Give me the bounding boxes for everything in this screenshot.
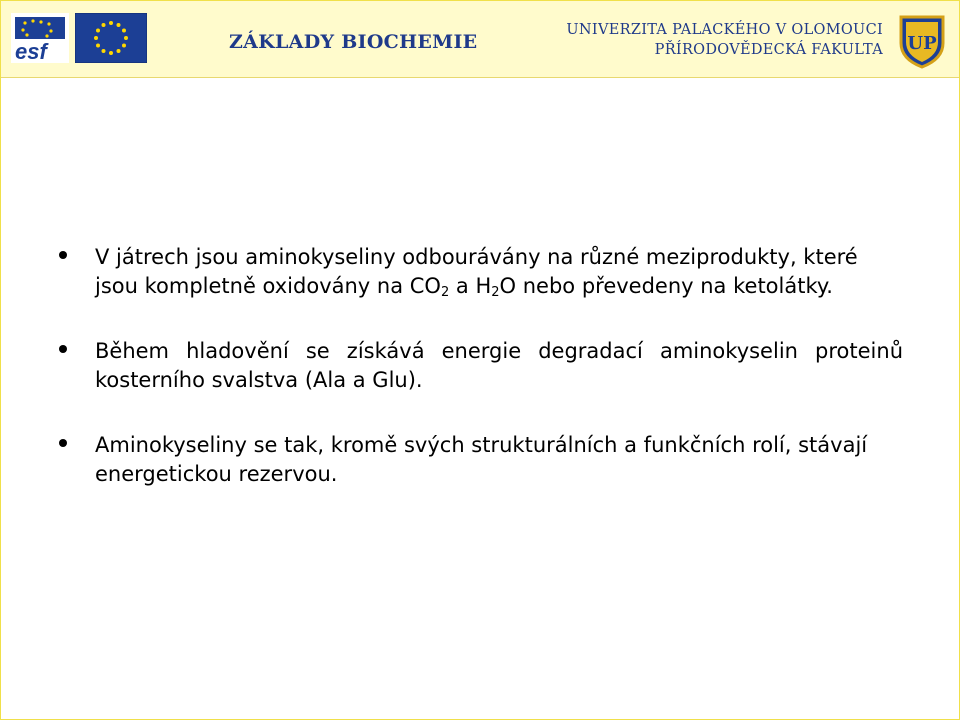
header-divider (1, 77, 959, 78)
bullet-text: Aminokyseliny se tak, kromě svých strukturálních a funkčních rolí, stávají energetickou rezervou. (95, 433, 868, 486)
eu-star-icon (124, 36, 128, 40)
eu-flag (75, 13, 147, 63)
bullet-icon (59, 251, 67, 259)
eu-star-icon (102, 49, 106, 53)
eu-star-icon (117, 49, 121, 53)
bullet-text: V játrech jsou aminokyseliny odbourávány na různé meziprodukty, které jsou kompletně oxidovány na $CO_2$ a $H_2O$ nebo převedeny na ketolátky. (95, 245, 858, 300)
bullet-text: Během hladovění se získává energie degradací aminokyselin proteinů kosterního svalstva (Ala a Glu). (95, 339, 903, 392)
eu-star-icon (122, 29, 126, 33)
eu-star-icon (96, 44, 100, 48)
eu-star-icon (94, 36, 98, 40)
eu-star-icon (96, 29, 100, 33)
list-item (59, 431, 903, 489)
university-block (566, 20, 883, 60)
bullet-icon (59, 439, 67, 447)
esf-logo (11, 13, 69, 63)
university-name: UNIVERZITA PALACKÉHO V OLOMOUCI (566, 22, 883, 38)
list-item (59, 337, 903, 395)
up-logo-text: UP (907, 33, 937, 54)
eu-star-icon (102, 23, 106, 27)
bullet-list (59, 243, 903, 525)
eu-star-icon (122, 44, 126, 48)
list-item (59, 243, 903, 301)
eu-star-icon (109, 21, 113, 25)
course-title: ZÁKLADY BIOCHEMIE (229, 31, 478, 53)
university-shield-logo (897, 13, 947, 69)
eu-star-icon (117, 23, 121, 27)
bullet-icon (59, 345, 67, 353)
eu-star-icon (109, 51, 113, 55)
slide-header (1, 1, 959, 77)
faculty-name: PŘÍRODOVĚDECKÁ FAKULTA (654, 42, 883, 58)
esf-logo-text: esf (15, 39, 47, 63)
